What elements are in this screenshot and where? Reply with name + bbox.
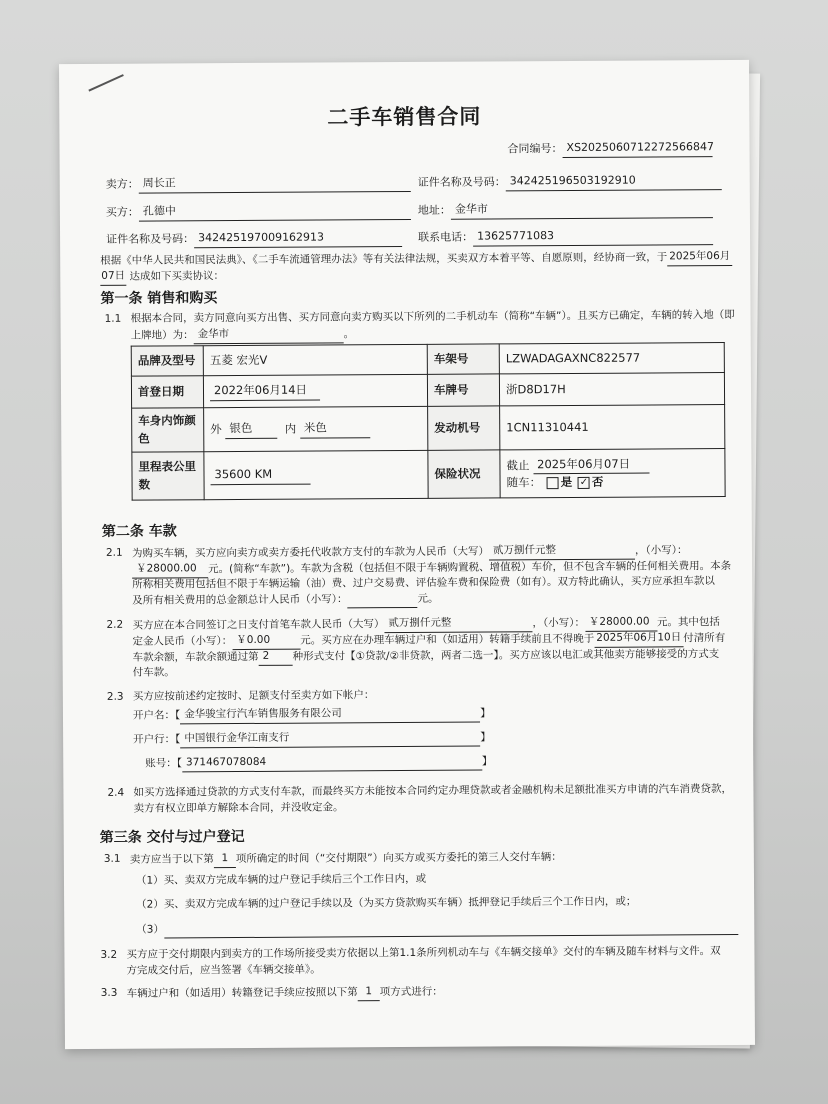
- clause-1-1-text: 根据本合同，卖方同意向买方出售、买方同意向卖方购买以下所列的二手机动车（简称“车辆”）。且买方已确定，车辆的转入地（即: [130, 308, 735, 325]
- intro-text: 根据《中华人民共和国民法典》、《二手车流通管理办法》等有关法律法规，买卖双方本着平等、自愿原则，经协商一致，于: [100, 251, 668, 267]
- insurance-prefix: 截止: [506, 458, 530, 473]
- seller-id-number: 342425196503192910: [506, 172, 722, 191]
- brand-value: 五菱 宏光V: [203, 344, 427, 375]
- clause-2-2-g: 车款余额，车款余额通过第: [132, 650, 259, 664]
- bracket-right: 】: [480, 731, 491, 744]
- brand-label: 品牌及型号: [131, 346, 203, 376]
- seller-row: [106, 174, 411, 193]
- buyer-id-number: 342425197009162913: [194, 229, 402, 248]
- plate-label: 车牌号: [427, 374, 499, 406]
- clause-2-1-e: 及所有相关费用的总金额总计人民币（小写）：: [132, 593, 348, 607]
- clause-3-2-number: 3.2: [100, 948, 118, 961]
- with-car-label: 随车：: [506, 475, 542, 490]
- bracket-left: 【: [176, 757, 183, 770]
- contract-page: [59, 60, 755, 1049]
- vin-value: LZWADAGAXNC822577: [499, 343, 724, 374]
- delivery-option-3: [136, 918, 738, 938]
- price-lowercase: ￥28000.00: [132, 561, 208, 578]
- clause-2-2-line3: [133, 646, 720, 666]
- total-blank: [348, 607, 418, 608]
- price-uppercase: 贰万捌仟元整: [489, 543, 635, 561]
- payment-deadline: 2025年06月10日: [594, 630, 683, 647]
- clause-2-2-a: 买方应在本合同签订之日支付首笔车款人民币（大写）: [132, 618, 385, 632]
- intro-date-month: 2025年06月: [667, 249, 732, 266]
- account-number: 371467078084: [182, 754, 482, 773]
- mileage-value: [204, 450, 428, 499]
- delivery-option-1: （1）买、卖双方完成车辆的过户登记手续后三个工作日内，或: [135, 872, 427, 887]
- transfer-option: 1: [358, 984, 380, 1001]
- clause-1-1-end: 。: [343, 328, 355, 341]
- buyer-id-row: [106, 229, 402, 248]
- bank-row: [133, 729, 491, 748]
- clause-2-1-c: 元。(简称“车款”)。车款为含税（包括但不限于车辆购置税、增值税）车价，但不包含车辆的任何相关费用。本条: [208, 560, 732, 576]
- buyer-address: 金华市: [451, 200, 713, 219]
- vehicle-table: [131, 342, 726, 501]
- clause-2-2-e: 元。买方应在办理车辆过户和（如适用）转籍手续前且不得晚于: [300, 632, 595, 647]
- vin-label: 车架号: [427, 344, 499, 374]
- clause-1-1-line2: [131, 326, 355, 344]
- clause-2-1-line4: [132, 592, 438, 610]
- buyer-row: [106, 202, 411, 221]
- table-row: [131, 343, 724, 377]
- clause-1-1-number: 1.1: [104, 312, 122, 325]
- clause-2-2-i: 付车款。: [132, 666, 175, 679]
- clause-2-1-f: 元。: [417, 592, 439, 605]
- interior-prefix: 内: [284, 422, 297, 437]
- clause-2-2-c: 元。其中包括: [656, 616, 720, 629]
- clause-3-3-a: 车辆过户和（如适用）转籍登记手续应按照以下第: [126, 986, 358, 1000]
- buyer-phone: 13625771083: [473, 227, 713, 246]
- clause-2-1-d: 所称相关费用包括但不限于车辆运输（油）费、过户交易费、评估验车费和保险费（如有）。双方特此确认，买方应承担车款以: [132, 575, 715, 591]
- bank-label: 开户行：: [133, 733, 176, 746]
- intro-tail: 达成如下买卖协议：: [129, 270, 225, 283]
- clause-1-1-line2-text: 上牌地）为：: [130, 329, 194, 342]
- color-value: [204, 406, 428, 451]
- delivery-option-3-blank: [164, 918, 738, 938]
- clause-2-4-a: 如买方选择通过贷款的方式支付车款，而最终买方未能按本合同约定办理贷款或者金融机构未足额批准买方申请的汽车消费贷款，: [133, 783, 732, 799]
- buyer-name: 孔德中: [139, 202, 411, 221]
- plate-value: 浙D8D17H: [499, 373, 724, 406]
- buyer-address-row: [418, 200, 713, 219]
- bracket-left: 【: [174, 709, 181, 722]
- color-label: 车身内饰颜色: [132, 408, 204, 452]
- clause-3-2-b: 方完成交付后，应当签署《车辆交接单》。: [126, 963, 321, 977]
- bracket-right: 】: [480, 707, 491, 720]
- buyer-label: 买方：: [105, 205, 139, 219]
- no-label: 否: [591, 474, 604, 489]
- account-name-label: 开户名：: [132, 709, 176, 722]
- clause-3-1-line1: [130, 849, 562, 868]
- seller-label: 卖方：: [105, 177, 139, 191]
- yes-checkbox[interactable]: [547, 477, 559, 489]
- clause-3-1-number: 3.1: [103, 852, 121, 865]
- clause-2-3-text: 买方应按前述约定按时、足额支付至卖方如下帐户：: [132, 689, 375, 703]
- intro-line-2: [100, 268, 224, 286]
- account-name: 金华骏宝行汽车销售服务有限公司: [180, 706, 480, 725]
- buyer-phone-label: 联系电话：: [418, 230, 474, 244]
- clause-2-4-b: 卖方有权立即单方解除本合同，并没收定金。: [133, 801, 344, 815]
- reg-date-label: 首登日期: [131, 376, 203, 408]
- buyer-phone-row: [418, 227, 713, 246]
- interior-color: 米色: [300, 420, 370, 439]
- yes-label: 是: [560, 474, 573, 490]
- reg-date: 2022年06月14日: [210, 382, 320, 401]
- bank-name: 中国银行金华江南支行: [180, 730, 480, 749]
- with-car-row: [507, 473, 719, 492]
- exterior-prefix: 外: [210, 422, 222, 437]
- insurance-expiry: [506, 455, 718, 475]
- no-checkbox[interactable]: ✓: [579, 476, 589, 488]
- contract-number-row: [507, 139, 715, 158]
- bracket-right: 】: [481, 755, 493, 768]
- delivery-option: 1: [214, 851, 236, 868]
- engine-value: 1CN11310441: [500, 405, 725, 450]
- account-name-row: [133, 705, 491, 724]
- pen-mark: [88, 74, 123, 91]
- clause-2-4-number: 2.4: [107, 786, 125, 799]
- seller-name: 周长正: [139, 174, 411, 193]
- payment-method: 2: [259, 649, 293, 666]
- clause-3-2-a: 买方应于交付期限内到卖方的工作场所接受卖方依据以上第1.1条所列机动车与《车辆交接单》交付的车辆及随车材料与文件。双: [126, 945, 721, 961]
- mileage: 35600 KM: [210, 466, 310, 485]
- document-title: 二手车销售合同: [327, 104, 482, 130]
- table-row: [132, 449, 725, 501]
- clause-2-2-number: 2.2: [106, 618, 124, 631]
- table-row: [131, 373, 724, 409]
- account-number-label: 账号：: [145, 757, 177, 770]
- table-row: [132, 405, 725, 453]
- clause-2-1-number: 2.1: [105, 546, 123, 559]
- delivery-option-2: （2）买、卖双方完成车辆的过户登记手续以及（为买方贷款购买车辆）抵押登记手续后三个工作日内，或；: [136, 895, 637, 911]
- intro-line-1: [100, 249, 732, 270]
- deposit-amount: ￥0.00: [232, 633, 300, 650]
- exterior-color: 银色: [225, 420, 277, 439]
- clause-2-2-b: ，（小写）：: [532, 616, 585, 630]
- article-2-heading: 第二条 车款: [101, 523, 177, 540]
- clause-3-3-line: [127, 984, 443, 1003]
- contract-number-label: 合同编号：: [507, 142, 563, 156]
- clause-2-2-f: 付清所有: [683, 632, 726, 645]
- engine-label: 发动机号: [428, 406, 500, 450]
- seller-id-label: 证件名称及号码：: [417, 175, 506, 189]
- clause-3-3-number: 3.3: [100, 986, 118, 999]
- mileage-label: 里程表公里数: [132, 452, 204, 500]
- reg-date-value: [203, 374, 427, 407]
- clause-2-2-d: 定金人民币（小写）：: [132, 635, 233, 648]
- first-payment-lowercase: ￥28000.00: [585, 614, 657, 631]
- destination: 金华市: [194, 326, 344, 344]
- intro-date-day: 07日: [100, 269, 126, 286]
- clause-2-1-b: ，（小写）：: [634, 544, 688, 557]
- article-3-heading: 第三条 交付与过户登记: [99, 828, 245, 846]
- seller-id-row: [418, 172, 722, 191]
- buyer-address-label: 地址：: [417, 203, 451, 217]
- insurance-value: [500, 449, 725, 498]
- buyer-id-label: 证件名称及号码：: [106, 232, 195, 246]
- bracket-left: 【: [175, 733, 181, 746]
- insurance-date: 2025年06月07日: [533, 455, 649, 474]
- article-1-heading: 第一条 销售和购买: [100, 290, 218, 307]
- clause-3-1-a: 卖方应当于以下第: [129, 853, 214, 866]
- insurance-label: 保险状况: [428, 450, 500, 498]
- clause-2-2-h: 种形式支付【①贷款/②非贷款，两者二选一】。买方应该以电汇或其他卖方能够接受的方式支: [292, 648, 720, 663]
- delivery-option-3-label: （3）: [136, 923, 165, 936]
- account-number-row: [145, 753, 492, 772]
- contract-number-value: XS2025060712272566847: [562, 139, 712, 157]
- clause-2-3-number: 2.3: [106, 690, 124, 703]
- clause-3-1-b: 项所确定的时间（“交付期限”）向买方或买方委托的第三人交付车辆：: [235, 851, 562, 866]
- clause-3-3-b: 项方式进行：: [379, 985, 443, 999]
- first-payment-uppercase: 贰万捌仟元整: [384, 615, 532, 633]
- clause-2-1-a: 为购买车辆，买方应向卖方或卖方委托代收款方支付的车款为人民币（大写）: [131, 545, 490, 560]
